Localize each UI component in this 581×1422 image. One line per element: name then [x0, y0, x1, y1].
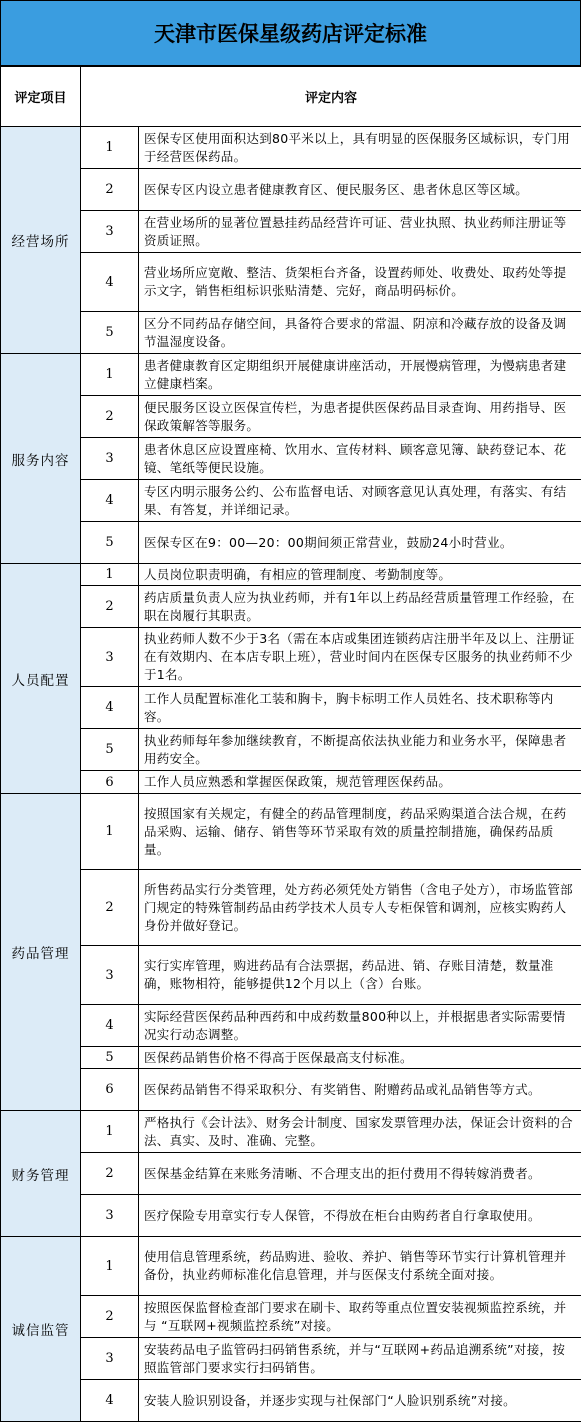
item-text: 工作人员配置标准化工装和胸卡，胸卡标明工作人员姓名、技术职称等内容。 — [139, 687, 581, 729]
header-item: 评定项目 — [1, 67, 81, 127]
item-text: 在营业场所的显著位置悬挂药品经营许可证、营业执照、执业药师注册证等资质证照。 — [139, 211, 581, 253]
item-text: 严格执行《会计法》、财务会计制度、国家发票管理办法，保证会计资料的合法、真实、及时、准确、完整。 — [139, 1111, 581, 1153]
criteria-table — [0, 66, 581, 1422]
table-row — [1, 1005, 581, 1047]
item-text: 安装人脸识别设备，并逐步实现与社保部门“人脸识别系统”对接。 — [139, 1380, 581, 1422]
item-number: 2 — [81, 1153, 139, 1195]
item-text: 专区内明示服务公约、公布监督电话、对顾客意见认真处理，有落实、有结果、有答复，并详细记录。 — [139, 480, 581, 522]
table-row — [1, 771, 581, 794]
page-title: 天津市医保星级药店评定标准 — [0, 0, 581, 66]
table-header-row — [1, 67, 581, 127]
table-row — [1, 253, 581, 312]
header-content: 评定内容 — [81, 67, 581, 127]
item-number: 4 — [81, 253, 139, 312]
item-number: 2 — [81, 1296, 139, 1338]
category-cell: 药品管理 — [1, 794, 81, 1111]
table-row — [1, 211, 581, 253]
item-text: 人员岗位职责明确，有相应的管理制度、考勤制度等。 — [139, 564, 581, 586]
item-number: 4 — [81, 1005, 139, 1047]
table-row — [1, 1338, 581, 1380]
item-number: 3 — [81, 628, 139, 687]
item-text: 患者健康教育区定期组织开展健康讲座活动，开展慢病管理，为慢病患者建立健康档案。 — [139, 354, 581, 396]
table-row — [1, 1111, 581, 1153]
category-cell: 财务管理 — [1, 1111, 81, 1237]
item-text: 工作人员应熟悉和掌握医保政策，规范管理医保药品。 — [139, 771, 581, 794]
item-number: 3 — [81, 1195, 139, 1237]
item-number: 1 — [81, 1237, 139, 1296]
category-cell: 诚信监管 — [1, 1237, 81, 1422]
table-row — [1, 946, 581, 1005]
item-text: 医保基金结算在来账务清晰、不合理支出的拒付费用不得转嫁消费者。 — [139, 1153, 581, 1195]
table-row — [1, 354, 581, 396]
table-row — [1, 870, 581, 946]
table-row — [1, 396, 581, 438]
item-text: 医保专区使用面积达到80平米以上，具有明显的医保服务区域标识，专门用于经营医保药品。 — [139, 127, 581, 169]
item-text: 医保药品销售不得采取积分、有奖销售、附赠药品或礼品销售等方式。 — [139, 1069, 581, 1111]
item-text: 医保专区内设立患者健康教育区、便民服务区、患者休息区等区域。 — [139, 169, 581, 211]
item-text: 使用信息管理系统，药品购进、验收、养护、销售等环节实行计算机管理并备份，执业药师标准化信息管理，并与医保支付系统全面对接。 — [139, 1237, 581, 1296]
item-text: 药店质量负责人应为执业药师，并有1年以上药品经营质量管理工作经验，在职在岗履行其职责。 — [139, 586, 581, 628]
table-row — [1, 1047, 581, 1069]
table-row — [1, 127, 581, 169]
item-number: 2 — [81, 396, 139, 438]
item-text: 按照国家有关规定，有健全的药品管理制度，药品采购渠道合法合规，在药品采购、运输、储存、销售等环节采取有效的质量控制措施，确保药品质量。 — [139, 794, 581, 870]
item-text: 便民服务区设立医保宣传栏，为患者提供医保药品目录查询、用药指导、医保政策解答等服务。 — [139, 396, 581, 438]
item-text: 按照医保监督检查部门要求在刷卡、取药等重点位置安装视频监控系统，并与 “互联网+视频监控系统”对接。 — [139, 1296, 581, 1338]
item-text: 执业药师每年参加继续教育，不断提高依法执业能力和业务水平，保障患者用药安全。 — [139, 729, 581, 771]
item-text: 医保专区在9：00—20：00期间须正常营业，鼓励24小时营业。 — [139, 522, 581, 564]
table-row — [1, 312, 581, 354]
item-number: 2 — [81, 586, 139, 628]
item-number: 1 — [81, 127, 139, 169]
item-number: 3 — [81, 946, 139, 1005]
category-cell: 经营场所 — [1, 127, 81, 354]
table-row — [1, 628, 581, 687]
table-row — [1, 586, 581, 628]
item-number: 3 — [81, 211, 139, 253]
item-text: 实际经营医保药品种西药和中成药数量800种以上，并根据患者实际需要情况实行动态调整。 — [139, 1005, 581, 1047]
item-text: 医疗保险专用章实行专人保管，不得放在柜台由购药者自行拿取使用。 — [139, 1195, 581, 1237]
table-row — [1, 522, 581, 564]
table-row — [1, 729, 581, 771]
item-number: 2 — [81, 870, 139, 946]
table-row — [1, 687, 581, 729]
table-row — [1, 1195, 581, 1237]
item-text: 医保药品销售价格不得高于医保最高支付标准。 — [139, 1047, 581, 1069]
table-row — [1, 169, 581, 211]
table-row — [1, 794, 581, 870]
table-row — [1, 1380, 581, 1422]
item-text: 营业场所应宽敞、整洁、货架柜台齐备，设置药师处、收费处、取药处等提示文字，销售柜组标识张贴清楚、完好，商品明码标价。 — [139, 253, 581, 312]
item-number: 6 — [81, 1069, 139, 1111]
item-number: 4 — [81, 1380, 139, 1422]
item-number: 5 — [81, 522, 139, 564]
item-number: 4 — [81, 687, 139, 729]
item-number: 6 — [81, 771, 139, 794]
table-row — [1, 1153, 581, 1195]
item-text: 所售药品实行分类管理，处方药必须凭处方销售（含电子处方），市场监管部门规定的特殊管制药品由药学技术人员专人专柜保管和调剂，应核实购药人身份并做好登记。 — [139, 870, 581, 946]
item-number: 1 — [81, 794, 139, 870]
item-number: 4 — [81, 480, 139, 522]
category-cell: 服务内容 — [1, 354, 81, 564]
item-number: 5 — [81, 312, 139, 354]
table-row — [1, 564, 581, 586]
table-row — [1, 480, 581, 522]
table-row — [1, 1296, 581, 1338]
item-text: 实行实库管理，购进药品有合法票据，药品进、销、存账目清楚，数量准确，账物相符，能够提供12个月以上（含）台账。 — [139, 946, 581, 1005]
table-row — [1, 1069, 581, 1111]
item-text: 区分不同药品存储空间，具备符合要求的常温、阴凉和冷藏存放的设备及调节温湿度设备。 — [139, 312, 581, 354]
table-row — [1, 1237, 581, 1296]
table-row — [1, 438, 581, 480]
item-text: 安装药品电子监管码扫码销售系统，并与“互联网+药品追溯系统”对接，按照监管部门要求实行扫码销售。 — [139, 1338, 581, 1380]
item-number: 2 — [81, 169, 139, 211]
category-cell: 人员配置 — [1, 564, 81, 794]
item-number: 1 — [81, 354, 139, 396]
item-number: 1 — [81, 564, 139, 586]
item-text: 执业药师人数不少于3名（需在本店或集团连锁药店注册半年及以上、注册证在有效期内、在本店专职上班），营业时间内在医保专区服务的执业药师不少于1名。 — [139, 628, 581, 687]
item-number: 3 — [81, 438, 139, 480]
item-number: 5 — [81, 1047, 139, 1069]
item-number: 1 — [81, 1111, 139, 1153]
item-number: 3 — [81, 1338, 139, 1380]
item-text: 患者休息区应设置座椅、饮用水、宣传材料、顾客意见簿、缺药登记本、花镜、笔纸等便民设施。 — [139, 438, 581, 480]
item-number: 5 — [81, 729, 139, 771]
